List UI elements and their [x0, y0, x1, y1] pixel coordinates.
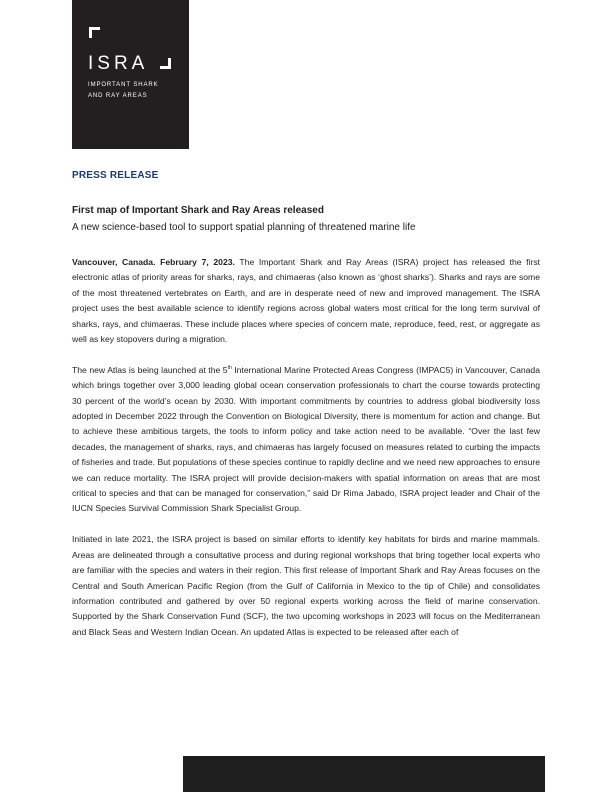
paragraph-2-rest: International Marine Protected Areas Congress (IMPAC5) in Vancouver, Canada which brings together over 3,000 leading global ocean conservation professionals to chart the course towards protecting 30 percent of the world’s ocean by 2030. With important commitments by countries to address global biodiversity loss adopted in December 2022 through the Convention on Biological Diversity, there is momentum for action and change. But to achieve these ambitious targets, the tools to inform policy and take action need to be available. “Over the last few decades, the management of sharks, rays, and chimaeras has largely focused on measures related to curbing the impacts of fisheries and trade. But populations of these species continue to rapidly decline and we need new approaches to ensure we can reduce mortality. The ISRA project will provide decision-makers with spatial information on areas that are most critical to species and that can be managed for conservation,” said Dr Rima Jabado, ISRA project leader and Chair of the IUCN Species Survival Commission Shark Specialist Group. [72, 364, 540, 514]
paragraph-1-text: The Important Shark and Ray Areas (ISRA) project has released the first electronic atlas of priority areas for sharks, rays, and chimaeras (also known as ‘ghost sharks’). Sharks and rays are some of the most threatened vertebrates on Earth, and are in desperate need of new and improved management. The ISRA project uses the best available science to identify regions across global waters most critical for the long term survival of sharks, rays, and chimaeras. These include places where species of concern mate, reproduce, feed, rest, or aggregate as well as key stopovers during a migration. [72, 257, 541, 345]
logo-corner-bottom-right-icon [160, 58, 171, 69]
paragraph-3: Initiated in late 2021, the ISRA project is based on similar efforts to identify key habitats for birds and marine mammals. Areas are delineated through a consultative process and during regional workshops that bring together local experts who are familiar with the species and waters in their region. This first release of Important Shark and Ray Areas focuses on the Central and South American Pacific Region (from the Gulf of California in Mexico to the tip of Chile) and consolidates information contributed and gathered by over 50 regional experts working across the field of marine conservation. Supported by the Shark Conservation Fund (SCF), the two upcoming workshops in 2023 will focus on the Mediterranean and Black Seas and Western Indian Ocean. An updated Atlas is expected to be released after each of [72, 534, 540, 637]
logo-wordmark: ISRA [88, 53, 149, 74]
press-release-label: PRESS RELEASE [72, 170, 159, 181]
paragraph-2 [72, 363, 540, 517]
paragraph-2-start: The new Atlas is being launched at the 5 [72, 364, 228, 375]
logo-subtitle [88, 80, 188, 102]
headline: First map of Important Shark and Ray Areas released [72, 205, 324, 216]
logo-subtitle-line-2: AND RAY AREAS [88, 93, 148, 99]
isra-logo [72, 0, 189, 149]
ordinal-suffix: th [227, 364, 232, 371]
logo-subtitle-line-1: IMPORTANT SHARK [88, 82, 159, 88]
footer-bar [183, 756, 545, 792]
subheadline: A new science-based tool to support spatial planning of threatened marine life [72, 222, 416, 233]
paragraph-1 [72, 255, 540, 347]
dateline: Vancouver, Canada. February 7, 2023. [72, 257, 235, 267]
article-body [72, 255, 540, 656]
logo-corner-top-left-icon [89, 27, 100, 38]
